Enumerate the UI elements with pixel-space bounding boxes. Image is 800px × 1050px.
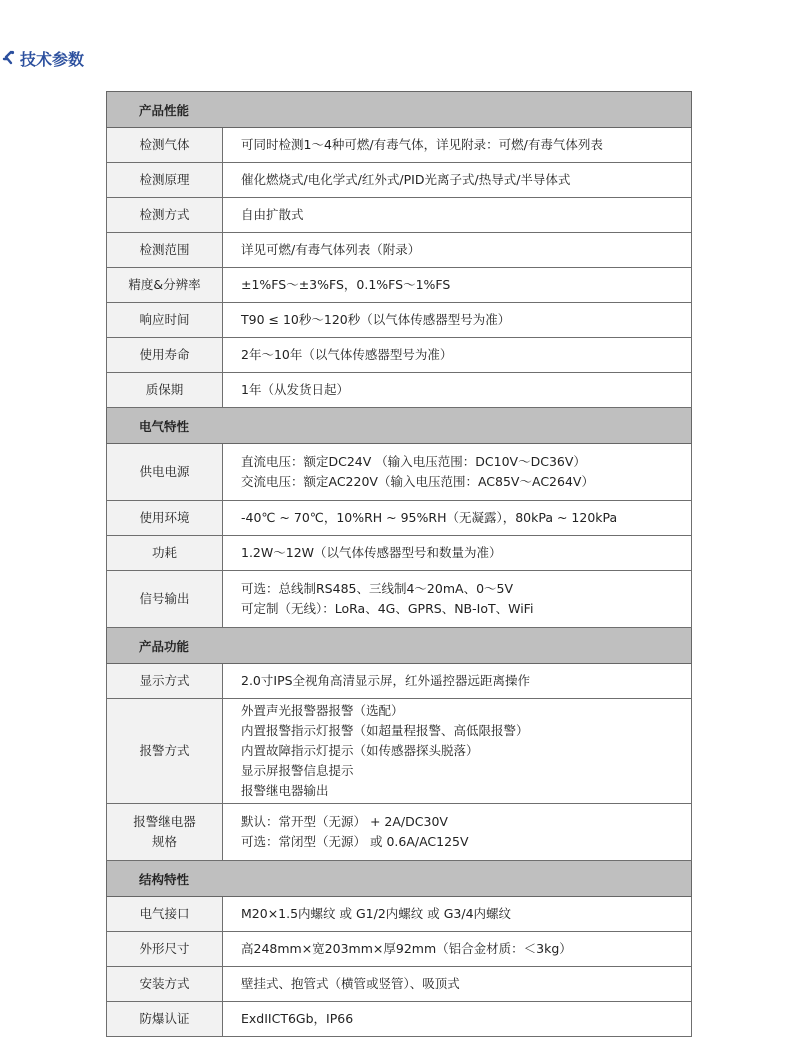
table-row <box>107 804 692 861</box>
label-line: 防爆认证 <box>139 1011 190 1026</box>
row-label <box>107 128 223 163</box>
label-line: 电气接口 <box>139 906 190 921</box>
section-header-row <box>107 628 692 664</box>
label-line: 使用环境 <box>139 510 190 525</box>
label-line: 报警继电器 <box>133 814 196 829</box>
value-line: 高248mm×宽203mm×厚92mm（铝合金材质：＜3kg） <box>241 941 572 956</box>
value-line: 1年（从发货日起） <box>241 382 349 397</box>
row-value <box>223 373 692 408</box>
row-value <box>223 128 692 163</box>
row-label <box>107 444 223 501</box>
table-row <box>107 664 692 699</box>
value-line: 可定制（无线）：LoRa、4G、GPRS、NB-IoT、WiFi <box>241 601 534 616</box>
value-line: 内置报警指示灯报警（如超量程报警、高低限报警） <box>241 723 529 738</box>
row-value <box>223 967 692 1002</box>
value-line: 报警继电器输出 <box>241 783 329 798</box>
row-value <box>223 536 692 571</box>
value-line: 自由扩散式 <box>241 207 304 222</box>
label-line: 检测范围 <box>139 242 190 257</box>
table-row <box>107 501 692 536</box>
row-value <box>223 338 692 373</box>
label-line: 信号输出 <box>139 591 190 606</box>
row-label <box>107 897 223 932</box>
row-label <box>107 501 223 536</box>
value-line: 可同时检测1～4种可燃/有毒气体，详见附录：可燃/有毒气体列表 <box>241 137 603 152</box>
section-header: 产品性能 <box>107 92 692 128</box>
value-line: 壁挂式、抱管式（横管或竖管）、吸顶式 <box>241 976 460 991</box>
table-row <box>107 699 692 804</box>
spec-table <box>106 91 692 1037</box>
value-line: ±1%FS～±3%FS，0.1%FS～1%FS <box>241 277 451 292</box>
row-label <box>107 268 223 303</box>
value-line: 显示屏报警信息提示 <box>241 763 354 778</box>
section-header-row <box>107 92 692 128</box>
row-label <box>107 373 223 408</box>
section-header: 电气特性 <box>107 408 692 444</box>
section-header-row <box>107 861 692 897</box>
row-label <box>107 664 223 699</box>
value-line: 外置声光报警器报警（选配） <box>241 703 404 718</box>
value-line: 可选：常闭型（无源） 或 0.6A/AC125V <box>241 834 469 849</box>
row-value <box>223 571 692 628</box>
label-line: 供电电源 <box>139 464 190 479</box>
row-label <box>107 233 223 268</box>
row-value <box>223 1002 692 1037</box>
row-value <box>223 699 692 804</box>
table-row <box>107 444 692 501</box>
section-header: 产品功能 <box>107 628 692 664</box>
value-line: T90 ≤ 10秒～120秒（以气体传感器型号为准） <box>241 312 511 327</box>
table-row <box>107 233 692 268</box>
row-label <box>107 699 223 804</box>
row-value <box>223 444 692 501</box>
row-label <box>107 571 223 628</box>
row-label <box>107 932 223 967</box>
title-text: 技术参数 <box>20 49 85 69</box>
table-row <box>107 268 692 303</box>
label-line: 质保期 <box>145 382 184 397</box>
table-row <box>107 198 692 233</box>
row-value <box>223 163 692 198</box>
value-line: 催化燃烧式/电化学式/红外式/PID光离子式/热导式/半导体式 <box>241 172 571 187</box>
row-label <box>107 1002 223 1037</box>
table-row <box>107 536 692 571</box>
row-value <box>223 897 692 932</box>
label-line: 检测方式 <box>139 207 190 222</box>
row-value <box>223 501 692 536</box>
row-label <box>107 804 223 861</box>
table-row <box>107 373 692 408</box>
row-value <box>223 233 692 268</box>
table-row <box>107 967 692 1002</box>
label-line: 外形尺寸 <box>139 941 190 956</box>
label-line: 使用寿命 <box>139 347 190 362</box>
label-line: 规格 <box>151 834 177 849</box>
value-line: 直流电压：额定DC24V （输入电压范围：DC10V～DC36V） <box>241 454 586 469</box>
row-label <box>107 198 223 233</box>
label-line: 检测气体 <box>139 137 190 152</box>
row-label <box>107 967 223 1002</box>
table-row <box>107 897 692 932</box>
section-header-row <box>107 408 692 444</box>
wrench-icon <box>2 50 16 66</box>
label-line: 安装方式 <box>139 976 190 991</box>
row-value <box>223 932 692 967</box>
row-label <box>107 163 223 198</box>
row-value <box>223 268 692 303</box>
value-line: 2.0寸IPS全视角高清显示屏，红外遥控器远距离操作 <box>241 673 531 688</box>
table-row <box>107 128 692 163</box>
row-label <box>107 536 223 571</box>
value-line: 默认：常开型（无源） + 2A/DC30V <box>241 814 448 829</box>
value-line: ExdIICT6Gb，IP66 <box>241 1011 354 1026</box>
table-row <box>107 932 692 967</box>
row-label <box>107 338 223 373</box>
value-line: -40℃ ~ 70℃，10%RH ~ 95%RH（无凝露），80kPa ~ 120kPa <box>241 510 618 525</box>
value-line: 2年～10年（以气体传感器型号为准） <box>241 347 453 362</box>
label-line: 检测原理 <box>139 172 190 187</box>
value-line: M20×1.5内螺纹 或 G1/2内螺纹 或 G3/4内螺纹 <box>241 906 512 921</box>
table-row <box>107 338 692 373</box>
table-row <box>107 1002 692 1037</box>
label-line: 功耗 <box>151 545 177 560</box>
value-line: 可选：总线制RS485、三线制4～20mA、0～5V <box>241 581 514 596</box>
label-line: 响应时间 <box>139 312 190 327</box>
value-line: 交流电压：额定AC220V（输入电压范围：AC85V～AC264V） <box>241 474 594 489</box>
row-value <box>223 664 692 699</box>
value-line: 1.2W～12W（以气体传感器型号和数量为准） <box>241 545 502 560</box>
section-header: 结构特性 <box>107 861 692 897</box>
label-line: 精度&分辨率 <box>128 277 201 292</box>
label-line: 报警方式 <box>139 743 190 758</box>
value-line: 内置故障指示灯提示（如传感器探头脱落） <box>241 743 479 758</box>
row-label <box>107 303 223 338</box>
label-line: 显示方式 <box>139 673 190 688</box>
table-row <box>107 303 692 338</box>
row-value <box>223 198 692 233</box>
table-row <box>107 571 692 628</box>
section-title <box>2 47 84 69</box>
row-value <box>223 804 692 861</box>
row-value <box>223 303 692 338</box>
table-row <box>107 163 692 198</box>
value-line: 详见可燃/有毒气体列表（附录） <box>241 242 421 257</box>
